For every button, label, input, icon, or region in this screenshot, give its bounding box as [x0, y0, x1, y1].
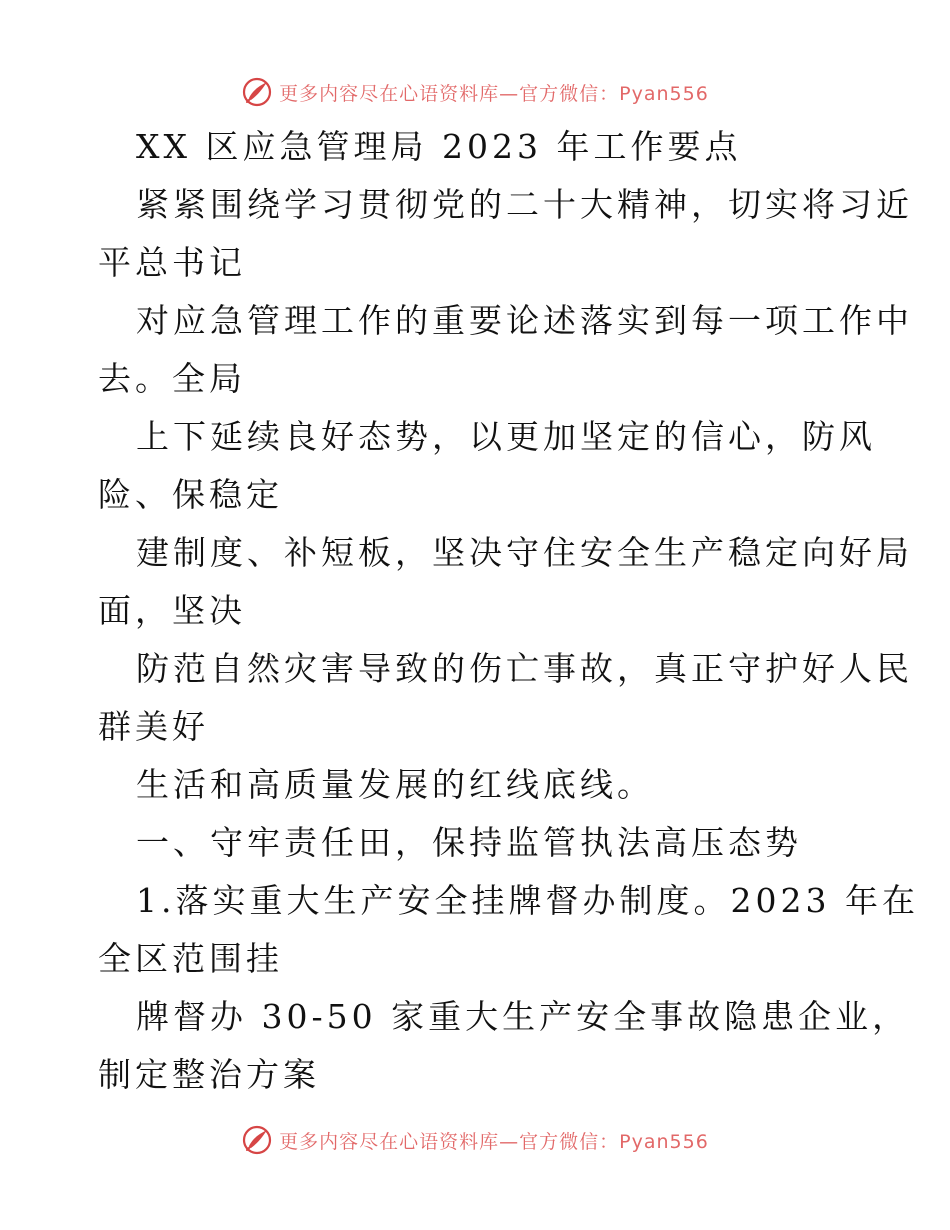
text-line: 防范自然灾害导致的伤亡事故，真正守护好人民 [136, 649, 913, 688]
watermark-text: 更多内容尽在心语资料库—官方微信：Pyan556 [279, 82, 709, 105]
text-line: 险、保稳定 [98, 475, 283, 514]
watermark-footer [0, 1120, 950, 1160]
text-line: XX 区应急管理局 2023 年工作要点 [136, 127, 742, 166]
text-line: 紧紧围绕学习贯彻党的二十大精神，切实将习近 [136, 185, 913, 224]
document-body [98, 118, 919, 1104]
text-line: 1.落实重大生产安全挂牌督办制度。2023 年在 [136, 881, 919, 920]
text-line: 制定整治方案 [98, 1055, 320, 1094]
text-line: 牌督办 30-50 家重大生产安全事故隐患企业， [136, 997, 910, 1036]
text-line: 生活和高质量发展的红线底线。 [136, 765, 654, 804]
text-line: 去。全局 [98, 359, 246, 398]
text-line: 建制度、补短板，坚决守住安全生产稳定向好局 [136, 533, 913, 572]
text-line: 上下延续良好态势，以更加坚定的信心，防风 [136, 417, 876, 456]
text-line: 全区范围挂 [98, 939, 283, 978]
text-line: 群美好 [98, 707, 209, 746]
text-line: 平总书记 [98, 243, 246, 282]
pen-logo-icon [241, 76, 273, 108]
watermark-text: 更多内容尽在心语资料库—官方微信：Pyan556 [279, 1130, 709, 1153]
text-line: 一、守牢责任田，保持监管执法高压态势 [136, 823, 802, 862]
pen-logo-icon [241, 1124, 273, 1156]
text-line: 面，坚决 [98, 591, 246, 630]
watermark-header [0, 72, 950, 112]
text-line: 对应急管理工作的重要论述落实到每一项工作中 [136, 301, 913, 340]
